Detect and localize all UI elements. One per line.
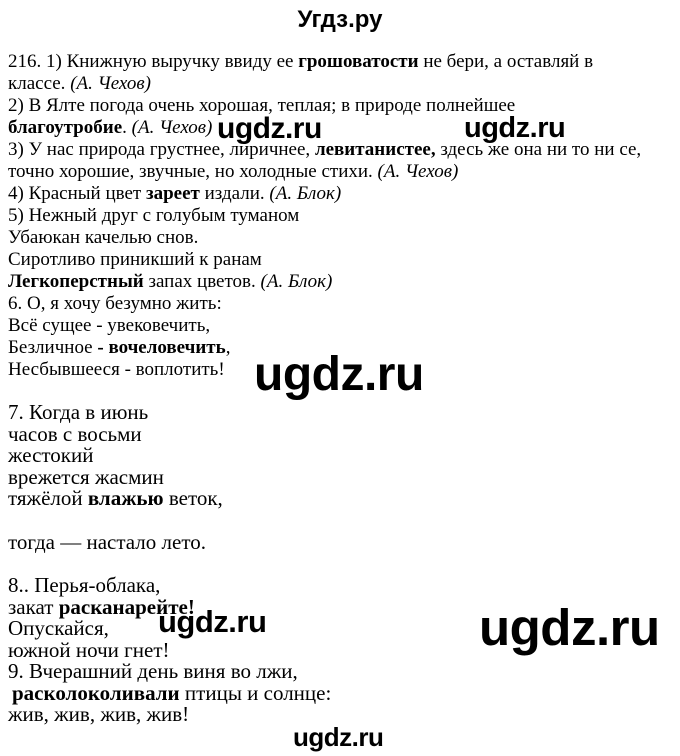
author-attribution: (А. Чехов) bbox=[70, 73, 151, 94]
text-segment: 4) Красный цвет bbox=[8, 183, 146, 204]
bold-term: Легкоперстный bbox=[8, 271, 144, 292]
bold-term: расканарейте! bbox=[58, 594, 195, 619]
text-segment: жестокий bbox=[8, 443, 94, 467]
text-line bbox=[8, 51, 680, 73]
bold-term: расколоколивали bbox=[12, 680, 180, 705]
text-segment: точно хорошие, звучные, но холодные стихи. bbox=[8, 161, 378, 182]
bold-term: зареет bbox=[145, 183, 200, 204]
site-watermark: ugdz.ru bbox=[464, 112, 566, 144]
author-attribution: (А. Чехов) bbox=[377, 161, 459, 182]
text-segment: веток, bbox=[163, 486, 223, 510]
text-line bbox=[8, 183, 680, 205]
text-segment: Убаюкан качелью снов. bbox=[8, 227, 199, 248]
bold-term: левитанистее, bbox=[314, 139, 436, 160]
site-watermark: ugdz.ru bbox=[293, 722, 384, 752]
site-watermark: ugdz.ru bbox=[158, 604, 267, 639]
text-line bbox=[8, 73, 680, 95]
text-segment: тяжёлой bbox=[8, 486, 88, 510]
text-segment: . bbox=[122, 117, 132, 138]
text-segment: Опускайся, bbox=[8, 616, 109, 640]
text-line bbox=[8, 205, 680, 227]
text-segment: Сиротливо приникший к ранам bbox=[8, 249, 262, 270]
text-line bbox=[8, 402, 680, 424]
bold-term: - вочеловечить bbox=[97, 337, 226, 358]
text-segment: запах цветов. bbox=[143, 271, 261, 292]
text-segment: 6. О, я хочу безумно жить: bbox=[8, 293, 222, 314]
author-attribution: (А. Блок) bbox=[260, 271, 333, 292]
text-segment: Всё сущее - увековечить, bbox=[8, 315, 211, 336]
page-title: Угдз.ру bbox=[297, 6, 383, 33]
text-segment: закат bbox=[8, 594, 59, 619]
text-segment: здесь же она ни то ни се, bbox=[435, 139, 642, 160]
text-segment: жив, жив, жив, жив! bbox=[8, 702, 190, 726]
text-line bbox=[8, 117, 680, 139]
text-segment: врежется жасмин bbox=[8, 464, 164, 489]
text-line bbox=[8, 529, 680, 554]
text-segment: 5) Нежный друг с голубым туманом bbox=[8, 205, 300, 226]
text-line bbox=[8, 227, 680, 249]
site-watermark: ugdz.ru bbox=[217, 112, 322, 145]
text-line bbox=[8, 139, 680, 161]
bold-term: грошоватости bbox=[298, 51, 419, 72]
text-segment: Несбывшееся - воплотить! bbox=[8, 359, 225, 380]
bold-term: влажью bbox=[87, 486, 164, 510]
text-line bbox=[8, 575, 680, 597]
text-line bbox=[8, 293, 680, 315]
text-line bbox=[12, 680, 680, 705]
text-segment: издали. bbox=[199, 183, 270, 204]
text-line bbox=[8, 271, 680, 293]
text-segment: часов с восьми bbox=[8, 421, 142, 446]
text-segment: Безличное bbox=[8, 337, 98, 358]
text-segment: 8.. Перья-облака, bbox=[8, 573, 161, 597]
text-segment: южной ночи гнет! bbox=[8, 637, 170, 662]
text-line bbox=[8, 161, 680, 183]
text-segment: не бери, а оставляй в bbox=[418, 51, 594, 72]
site-watermark: ugdz.ru bbox=[479, 599, 660, 656]
author-attribution: (А. Блок) bbox=[269, 183, 342, 204]
text-line bbox=[8, 315, 680, 337]
text-segment: , bbox=[225, 337, 231, 358]
text-line bbox=[8, 421, 680, 446]
text-line bbox=[8, 95, 680, 117]
text-line bbox=[8, 445, 680, 467]
text-line bbox=[8, 249, 680, 271]
bold-term: благоутробие bbox=[8, 117, 123, 138]
text-line bbox=[8, 464, 680, 489]
text-segment: 9. Вчерашний день виня во лжи, bbox=[8, 659, 298, 683]
text-segment: 3) У нас природа грустнее, лиричнее, bbox=[8, 139, 315, 160]
text-segment: тогда — настало лето. bbox=[8, 529, 206, 554]
text-segment: 7. Когда в июнь bbox=[8, 400, 149, 424]
text-segment: 2) В Ялте погода очень хорошая, теплая; в природе полнейшее bbox=[8, 95, 516, 116]
text-line bbox=[8, 661, 680, 683]
text-line bbox=[8, 488, 680, 510]
text-segment: 216. 1) Книжную выручку ввиду ее bbox=[8, 51, 299, 72]
text-segment: классе. bbox=[8, 73, 71, 94]
site-watermark: ugdz.ru bbox=[254, 348, 424, 401]
author-attribution: (А. Чехов) bbox=[131, 117, 213, 138]
text-segment: птицы и солнце: bbox=[179, 680, 332, 705]
